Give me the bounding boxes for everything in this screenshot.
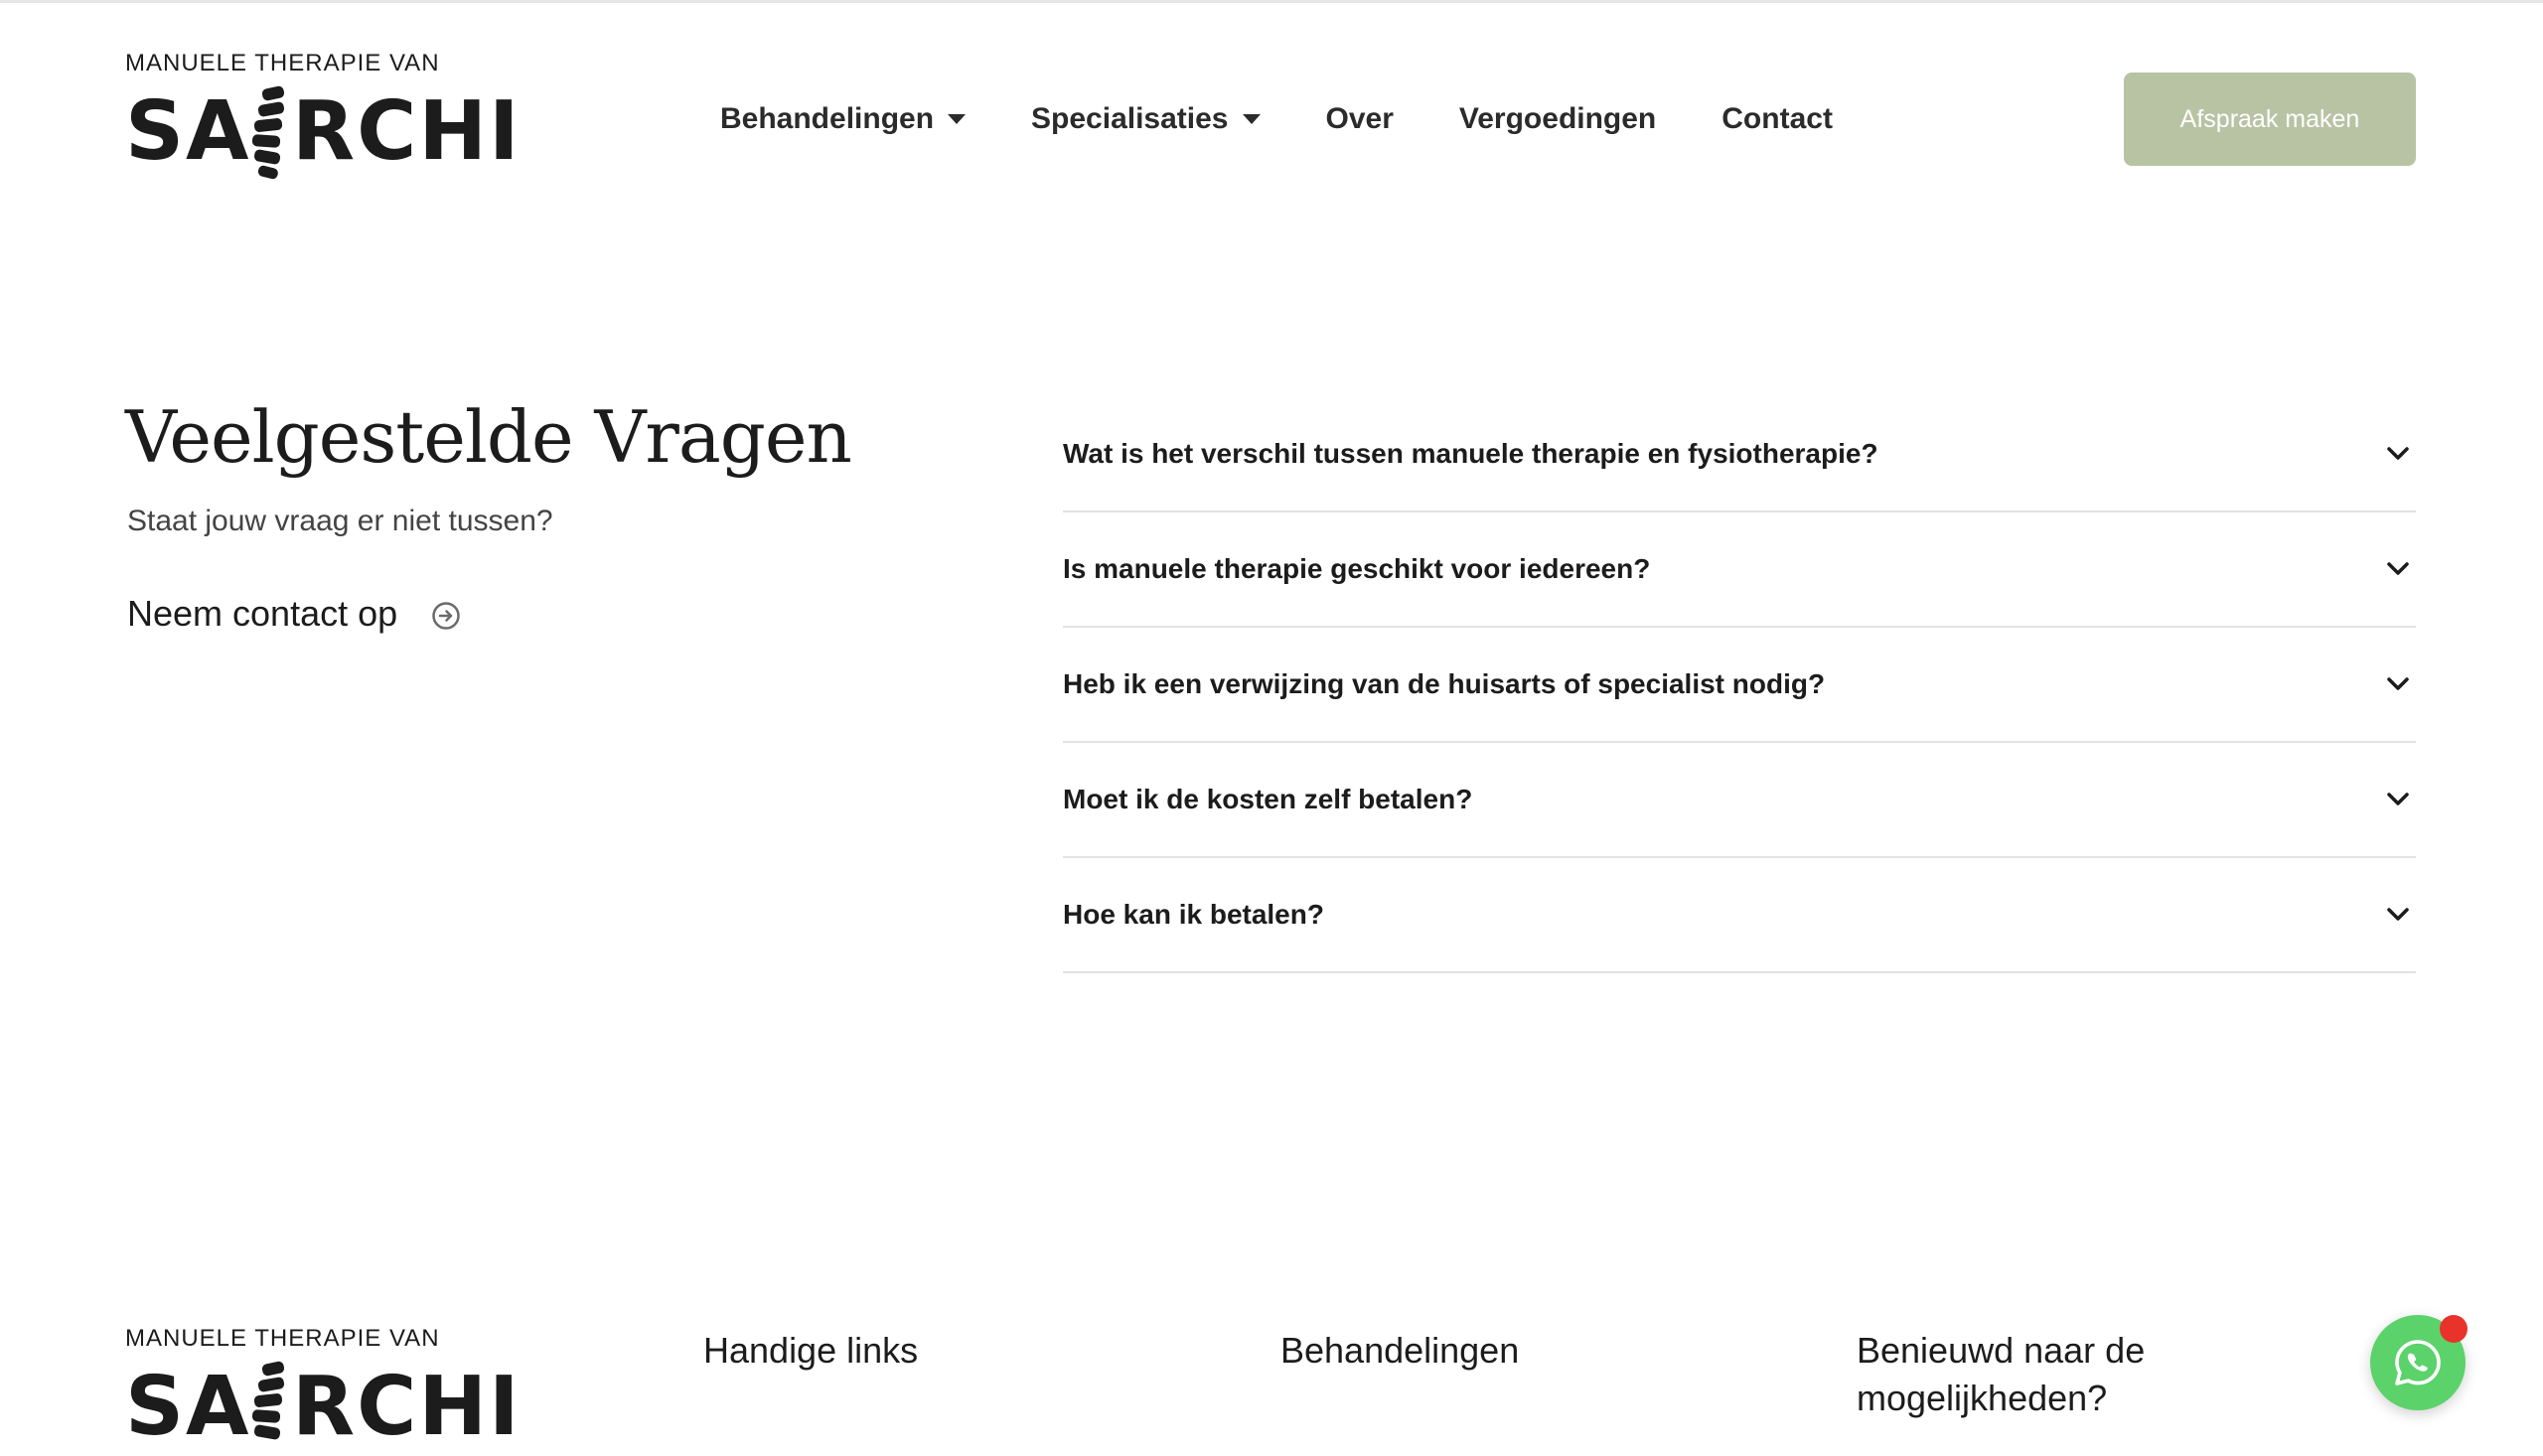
faq-question: Moet ik de kosten zelf betalen? — [1063, 784, 1473, 814]
nav-label: Specialisaties — [1031, 102, 1229, 135]
footer-logo-wordmark — [125, 1357, 522, 1456]
nav-item-contact[interactable] — [1721, 102, 1833, 136]
faq-accordion — [1063, 397, 2416, 973]
faq-item[interactable] — [1063, 743, 2416, 858]
svg-text:SA: SA — [125, 84, 251, 179]
caret-down-icon — [1243, 114, 1261, 124]
faq-title: Veelgestelde Vragen — [125, 395, 851, 479]
faq-item[interactable] — [1063, 512, 2416, 628]
nav-item-vergoedingen[interactable] — [1459, 102, 1656, 136]
nav-item-over[interactable] — [1326, 102, 1394, 136]
footer-logo-tagline: MANUELE THERAPIE VAN — [125, 1325, 440, 1352]
whatsapp-icon — [2391, 1336, 2445, 1389]
chevron-down-icon — [2384, 555, 2412, 583]
nav-label: Over — [1325, 102, 1394, 135]
faq-subtitle: Staat jouw vraag er niet tussen? — [127, 505, 553, 537]
footer-heading-cta — [1857, 1327, 2145, 1422]
chevron-down-icon — [2384, 901, 2412, 929]
notification-badge — [2440, 1315, 2468, 1343]
footer-cta-line1: Benieuwd naar de — [1857, 1330, 2146, 1371]
top-border — [0, 0, 2543, 3]
faq-item[interactable] — [1063, 397, 2416, 512]
contact-link[interactable] — [127, 588, 461, 640]
caret-down-icon — [948, 114, 966, 124]
faq-question: Wat is het verschil tussen manuele therapie en fysiotherapie? — [1063, 438, 1878, 469]
logo-wordmark — [125, 81, 522, 181]
chevron-down-icon — [2384, 440, 2412, 468]
footer-logo[interactable] — [125, 1325, 522, 1456]
nav-label: Contact — [1721, 102, 1833, 135]
nav-label: Behandelingen — [720, 102, 935, 135]
footer-logo-spine-graphic — [125, 1357, 522, 1456]
footer-cta-line2: mogelijkheden? — [1857, 1378, 2108, 1418]
contact-link-label: Neem contact op — [127, 593, 398, 634]
chevron-down-icon — [2384, 670, 2412, 698]
header-logo[interactable] — [125, 50, 522, 181]
logo-spine-graphic — [125, 81, 522, 181]
footer-heading-treatments: Behandelingen — [1280, 1330, 1520, 1371]
appointment-button[interactable]: Afspraak maken — [2124, 73, 2416, 166]
footer-heading-links: Handige links — [703, 1330, 919, 1371]
logo-tagline: MANUELE THERAPIE VAN — [125, 50, 440, 76]
faq-question: Heb ik een verwijzing van de huisarts of specialist nodig? — [1063, 668, 1826, 699]
faq-item[interactable] — [1063, 628, 2416, 743]
arrow-circle-right-icon — [431, 598, 461, 640]
main-nav — [720, 95, 1898, 143]
nav-item-specialisaties[interactable] — [1031, 102, 1260, 136]
faq-item[interactable] — [1063, 858, 2416, 973]
svg-text:RCHI: RCHI — [292, 1360, 522, 1454]
faq-question: Is manuele therapie geschikt voor iedereen? — [1063, 553, 1651, 584]
nav-item-behandelingen[interactable] — [720, 102, 966, 136]
svg-text:RCHI: RCHI — [292, 84, 522, 179]
nav-label: Vergoedingen — [1458, 102, 1657, 135]
whatsapp-button[interactable] — [2370, 1315, 2466, 1410]
chevron-down-icon — [2384, 786, 2412, 813]
svg-text:SA: SA — [125, 1360, 251, 1454]
faq-question: Hoe kan ik betalen? — [1063, 899, 1324, 930]
